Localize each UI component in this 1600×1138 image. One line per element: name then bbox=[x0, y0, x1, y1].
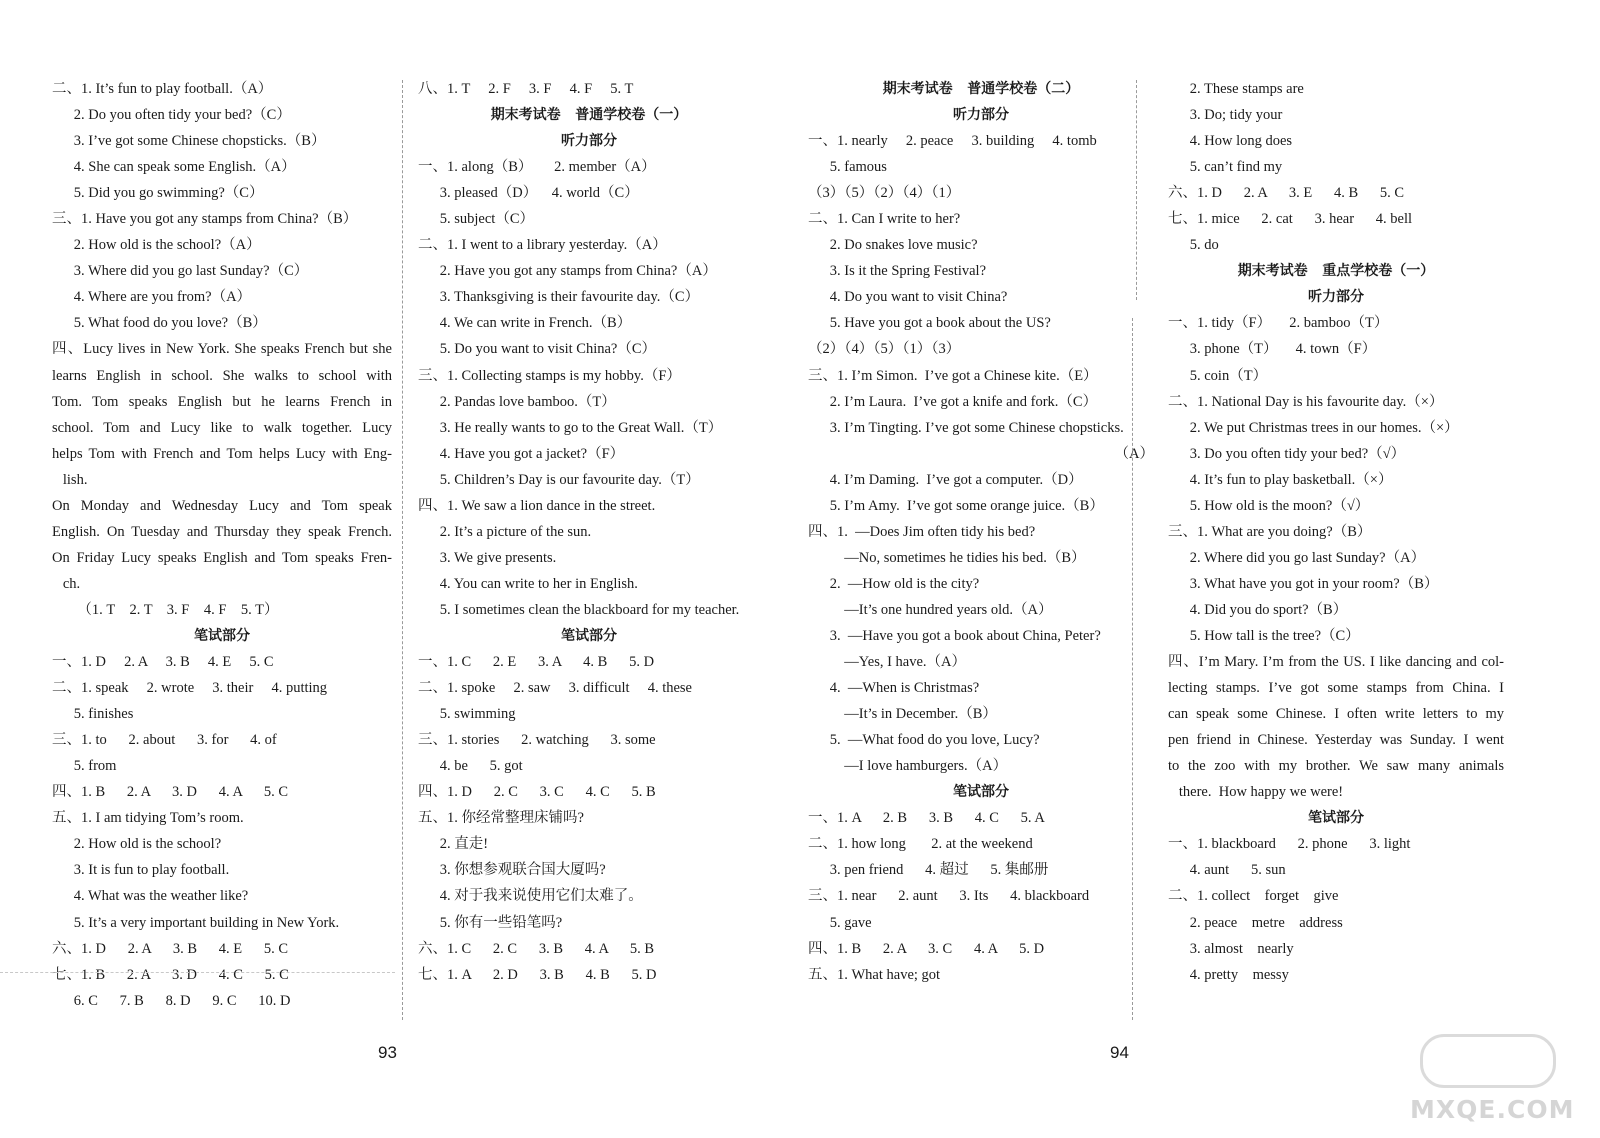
answer-line: ch. bbox=[52, 575, 81, 592]
answer-line: 4. 对于我来说使用它们太难了。 bbox=[418, 888, 643, 905]
answer-line: （1. T 2. T 3. F 4. F 5. T） bbox=[52, 601, 279, 618]
answer-line: 5. I’m Amy. I’ve got some orange juice.（B） bbox=[808, 497, 1104, 514]
answer-line: 二、1. spoke 2. saw 3. difficult 4. these bbox=[418, 680, 692, 697]
answer-line: school. Tom and Lucy like to walk together. Lucy bbox=[52, 419, 392, 436]
answer-line: 5. gave bbox=[808, 914, 872, 931]
answer-line: 七、1. B 2. A 3. D 4. C 5. C bbox=[52, 966, 289, 983]
answer-line: 5. from bbox=[52, 758, 117, 775]
answer-line: 二、1. National Day is his favourite day.（×） bbox=[1168, 393, 1444, 410]
answer-line: 2. How old is the school?（A） bbox=[52, 237, 261, 254]
answer-line: 一、1. nearly 2. peace 3. building 4. tomb bbox=[808, 133, 1097, 150]
answer-column-1 bbox=[52, 76, 392, 1014]
answer-line: 一、1. tidy（F） 2. bamboo（T） bbox=[1168, 315, 1389, 332]
answer-line: 5. finishes bbox=[52, 706, 134, 723]
answer-line: 4. You can write to her in English. bbox=[418, 575, 638, 592]
answer-line: 2. It’s a picture of the sun. bbox=[418, 523, 592, 540]
answer-line: 5. can’t find my bbox=[1168, 159, 1283, 176]
answer-line: 5. Have you got a book about the US? bbox=[808, 315, 1051, 332]
answer-line: 5. How old is the moon?（√） bbox=[1168, 497, 1370, 514]
answer-line: 5. What food do you love?（B） bbox=[52, 315, 267, 332]
answer-line: learns English in school. She walks to school with bbox=[52, 367, 392, 384]
watermark-logo bbox=[1410, 1028, 1575, 1124]
answer-line: 八、1. T 2. F 3. F 4. F 5. T bbox=[418, 81, 634, 97]
answer-line: 四、1. B 2. A 3. D 4. A 5. C bbox=[52, 784, 289, 801]
answer-line: 3. almost nearly bbox=[1168, 940, 1294, 957]
answer-line: 六、1. D 2. A 3. B 4. E 5. C bbox=[52, 940, 289, 957]
answer-line: 一、1. A 2. B 3. B 4. C 5. A bbox=[808, 810, 1045, 827]
answer-line: 五、1. 你经常整理床铺吗? bbox=[418, 810, 584, 827]
answer-line: 一、1. along（B） 2. member（A） bbox=[418, 159, 656, 176]
answer-line: 七、1. A 2. D 3. B 4. B 5. D bbox=[418, 966, 657, 983]
answer-line: 四、1. We saw a lion dance in the street. bbox=[418, 497, 656, 514]
cut-line bbox=[0, 972, 395, 973]
answer-line: 5. Children’s Day is our favourite day.（T） bbox=[418, 471, 700, 488]
answer-line: 3. phone（T） 4. town（F） bbox=[1168, 341, 1377, 358]
answer-line: 四、1. B 2. A 3. C 4. A 5. D bbox=[808, 940, 1045, 957]
answer-line: 5. coin（T） bbox=[1168, 367, 1268, 384]
answer-line: 四、1. —Does Jim often tidy his bed? bbox=[808, 523, 1036, 540]
answer-line: 3. Where did you go last Sunday?（C） bbox=[52, 263, 309, 280]
answer-line: 3. 你想参观联合国大厦吗? bbox=[418, 862, 606, 879]
answer-line: 一、1. blackboard 2. phone 3. light bbox=[1168, 836, 1411, 853]
answer-line: 5. do bbox=[1168, 237, 1219, 254]
answer-line: 2. Do you often tidy your bed?（C） bbox=[52, 107, 291, 124]
answer-line: 三、1. I’m Simon. I’ve got a Chinese kite.（E） bbox=[808, 367, 1098, 384]
answer-line: （3）（5）（2）（4）（1） bbox=[808, 185, 961, 202]
answer-line: 5. I sometimes clean the blackboard for my teacher. bbox=[418, 601, 740, 618]
watermark-text: MXQE.COM bbox=[1410, 1095, 1575, 1124]
answer-line: 4. be 5. got bbox=[418, 758, 523, 775]
section-heading: 听力部分 bbox=[953, 107, 1009, 124]
answer-line: 5. 你有一些铅笔吗? bbox=[418, 914, 563, 931]
answer-line: 3. We give presents. bbox=[418, 549, 557, 566]
answer-line: 4. aunt 5. sun bbox=[1168, 862, 1286, 879]
answer-line: 三、1. Collecting stamps is my hobby.（F） bbox=[418, 367, 681, 384]
page-number-right: 94 bbox=[1110, 1043, 1129, 1062]
answer-line: 2. We put Christmas trees in our homes.（×） bbox=[1168, 419, 1459, 436]
answer-line: lish. bbox=[52, 471, 88, 488]
page-number-left: 93 bbox=[378, 1043, 397, 1062]
section-heading: 笔试部分 bbox=[561, 627, 617, 644]
answer-line: 4. Where are you from?（A） bbox=[52, 289, 252, 306]
answer-line: 三、1. What are you doing?（B） bbox=[1168, 523, 1372, 540]
answer-line: 一、1. C 2. E 3. A 4. B 5. D bbox=[418, 654, 655, 671]
column-divider bbox=[402, 80, 403, 1020]
answer-line: 5. It’s a very important building in New York. bbox=[52, 914, 340, 931]
answer-line: 2. Have you got any stamps from China?（A） bbox=[418, 263, 717, 280]
answer-line: 4. What was the weather like? bbox=[52, 888, 249, 905]
answer-line: 4. Do you want to visit China? bbox=[808, 289, 1008, 306]
answer-line: 2. Do snakes love music? bbox=[808, 237, 978, 254]
answer-line: 5. Do you want to visit China?（C） bbox=[418, 341, 657, 358]
answer-line: 二、1. It’s fun to play football.（A） bbox=[52, 81, 273, 97]
section-heading: 听力部分 bbox=[561, 133, 617, 150]
answer-line: 二、1. speak 2. wrote 3. their 4. putting bbox=[52, 680, 328, 697]
answer-line: 3. pen friend 4. 超过 5. 集邮册 bbox=[808, 862, 1049, 879]
answer-line: 3. It is fun to play football. bbox=[52, 862, 230, 879]
answer-line: there. How happy we were! bbox=[1168, 784, 1344, 801]
section-heading: 笔试部分 bbox=[194, 627, 250, 644]
answer-line: 4. Did you do sport?（B） bbox=[1168, 601, 1348, 618]
answer-line: 五、1. I am tidying Tom’s room. bbox=[52, 810, 244, 827]
answer-line: 3. Is it the Spring Festival? bbox=[808, 263, 987, 280]
answer-line: 六、1. C 2. C 3. B 4. A 5. B bbox=[418, 940, 655, 957]
answer-line: 三、1. Have you got any stamps from China?（B） bbox=[52, 211, 358, 228]
answer-line: 3. Do you often tidy your bed?（√） bbox=[1168, 445, 1406, 462]
answer-line: 3. He really wants to go to the Great Wall.（T） bbox=[418, 419, 723, 436]
answer-line: 6. C 7. B 8. D 9. C 10. D bbox=[52, 992, 291, 1009]
answer-line: 3. I’m Tingting. I’ve got some Chinese chopsticks. bbox=[808, 419, 1124, 436]
column-divider bbox=[1136, 80, 1137, 300]
answer-line: 二、1. I went to a library yesterday.（A） bbox=[418, 237, 667, 254]
answer-line: 2. How old is the school? bbox=[52, 836, 222, 853]
answer-line: 4. I’m Daming. I’ve got a computer.（D） bbox=[808, 471, 1083, 488]
answer-line: 4. How long does bbox=[1168, 133, 1293, 150]
answer-line: 三、1. stories 2. watching 3. some bbox=[418, 732, 656, 749]
answer-line: 4. It’s fun to play basketball.（×） bbox=[1168, 471, 1393, 488]
answer-line: 五、1. What have; got bbox=[808, 966, 941, 983]
answer-line: 二、1. Can I write to her? bbox=[808, 211, 961, 228]
section-heading: 笔试部分 bbox=[1308, 810, 1364, 827]
answer-line: （2）（4）（5）（1）（3） bbox=[808, 341, 961, 358]
section-heading: 听力部分 bbox=[1308, 289, 1364, 306]
answer-line: English. On Tuesday and Thursday they speak French. bbox=[52, 523, 392, 540]
answer-line: 2. Pandas love bamboo.（T） bbox=[418, 393, 616, 410]
answer-line: lecting stamps. I’ve got some stamps from China. I bbox=[1168, 680, 1504, 697]
answer-line: 二、1. how long 2. at the weekend bbox=[808, 836, 1033, 853]
answer-line: Tom. Tom speaks English but he learns French in bbox=[52, 393, 392, 410]
answer-line: —Yes, I have.（A） bbox=[808, 654, 967, 671]
answer-line: 3. I’ve got some Chinese chopsticks.（B） bbox=[52, 133, 326, 150]
answer-column-2 bbox=[418, 76, 760, 988]
answer-line: 七、1. mice 2. cat 3. hear 4. bell bbox=[1168, 211, 1413, 228]
section-heading: 笔试部分 bbox=[953, 784, 1009, 801]
answer-line: can speak some Chinese. I often write letters to my bbox=[1168, 706, 1504, 723]
answer-line: 3. Do; tidy your bbox=[1168, 107, 1283, 124]
section-heading: 期末考试卷 普通学校卷（二） bbox=[882, 81, 1080, 97]
answer-line: （A） bbox=[1114, 445, 1154, 462]
answer-line: 三、1. near 2. aunt 3. Its 4. blackboard bbox=[808, 888, 1090, 905]
answer-line: —It’s one hundred years old.（A） bbox=[808, 601, 1053, 618]
answer-line: 二、1. collect forget give bbox=[1168, 888, 1339, 905]
answer-line: 5. swimming bbox=[418, 706, 516, 723]
answer-line: 4. —When is Christmas? bbox=[808, 680, 980, 697]
answer-line: to the zoo with my brother. We saw many animals bbox=[1168, 758, 1504, 775]
answer-line: 2. peace metre address bbox=[1168, 914, 1343, 931]
answer-line: 4. She can speak some English.（A） bbox=[52, 159, 296, 176]
column-divider bbox=[1132, 318, 1133, 1020]
answer-line: 四、I’m Mary. I’m from the US. I like dancing and col- bbox=[1168, 654, 1504, 671]
answer-line: pen friend in Chinese. Yesterday was Sunday. I went bbox=[1168, 732, 1504, 749]
answer-line: 2. Where did you go last Sunday?（A） bbox=[1168, 549, 1426, 566]
answer-line: 三、1. to 2. about 3. for 4. of bbox=[52, 732, 277, 749]
answer-line: 四、Lucy lives in New York. She speaks French but she bbox=[52, 341, 392, 358]
answer-line: helps Tom with French and Tom helps Lucy with Eng- bbox=[52, 445, 392, 462]
answer-line: 4. We can write in French.（B） bbox=[418, 315, 632, 332]
answer-line: —It’s in December.（B） bbox=[808, 706, 997, 723]
section-heading: 期末考试卷 普通学校卷（一） bbox=[490, 107, 688, 124]
answer-line: 2. I’m Laura. I’ve got a knife and fork.（C） bbox=[808, 393, 1098, 410]
answer-line: 4. pretty messy bbox=[1168, 966, 1289, 983]
answer-line: On Friday Lucy speaks English and Tom speaks Fren- bbox=[52, 549, 392, 566]
answer-line: 3. Thanksgiving is their favourite day.（C） bbox=[418, 289, 700, 306]
answer-line: 六、1. D 2. A 3. E 4. B 5. C bbox=[1168, 185, 1405, 202]
answer-line: 4. Have you got a jacket?（F） bbox=[418, 445, 625, 462]
answer-line: 一、1. D 2. A 3. B 4. E 5. C bbox=[52, 654, 274, 671]
answer-line: 3. What have you got in your room?（B） bbox=[1168, 575, 1439, 592]
answer-line: —No, sometimes he tidies his bed.（B） bbox=[808, 549, 1086, 566]
answer-line: 四、1. D 2. C 3. C 4. C 5. B bbox=[418, 784, 656, 801]
answer-line: 3. pleased（D） 4. world（C） bbox=[418, 185, 639, 202]
answer-line: 5. subject（C） bbox=[418, 211, 534, 228]
answer-line: 2. —How old is the city? bbox=[808, 575, 980, 592]
watermark-emblem-icon bbox=[1420, 1034, 1556, 1088]
answer-column-3 bbox=[808, 76, 1154, 988]
answer-line: 5. How tall is the tree?（C） bbox=[1168, 627, 1360, 644]
answer-line: 3. —Have you got a book about China, Peter? bbox=[808, 627, 1101, 644]
answer-line: 5. —What food do you love, Lucy? bbox=[808, 732, 1040, 749]
answer-line: On Monday and Wednesday Lucy and Tom speak bbox=[52, 497, 392, 514]
answer-line: 2. 直走! bbox=[418, 836, 489, 853]
section-heading: 期末考试卷 重点学校卷（一） bbox=[1237, 263, 1435, 280]
answer-column-4 bbox=[1168, 76, 1504, 988]
answer-line: 5. famous bbox=[808, 159, 887, 176]
answer-line: 2. These stamps are bbox=[1168, 81, 1304, 97]
answer-line: 5. Did you go swimming?（C） bbox=[52, 185, 264, 202]
answer-line: —I love hamburgers.（A） bbox=[808, 758, 1008, 775]
